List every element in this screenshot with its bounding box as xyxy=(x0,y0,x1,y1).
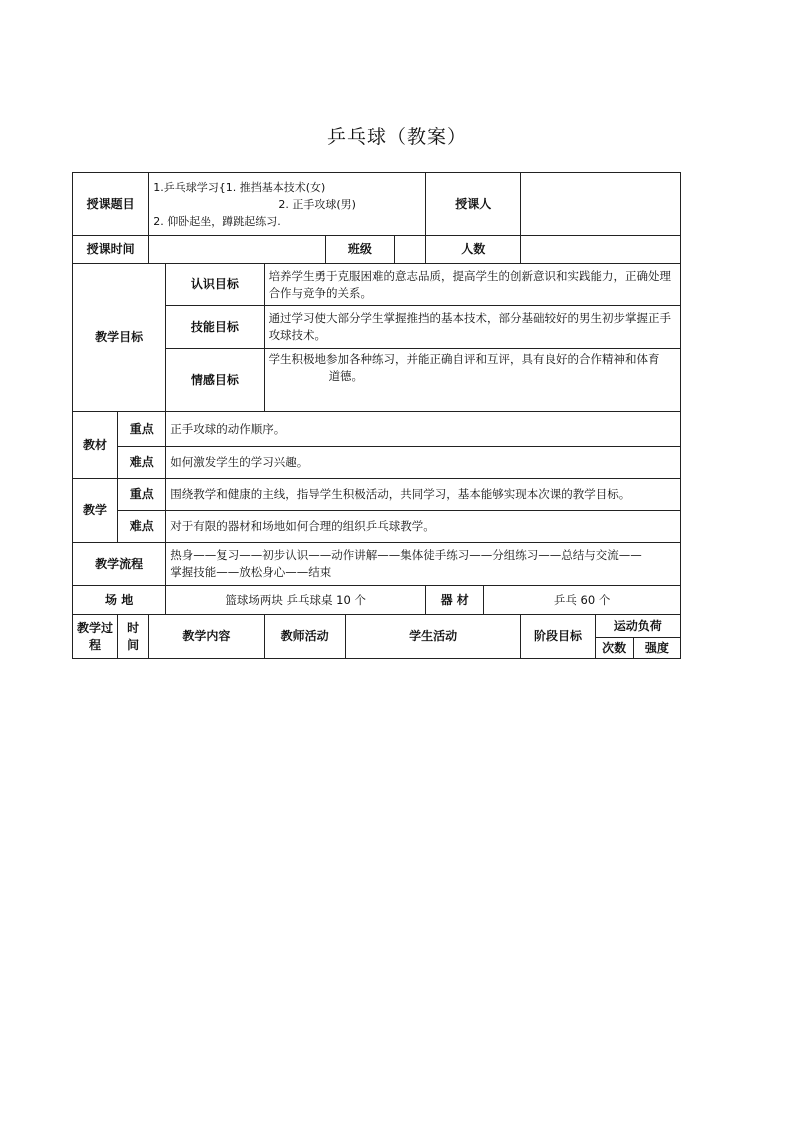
col-load: 运动负荷 xyxy=(595,615,680,638)
col-stage-goal: 阶段目标 xyxy=(521,615,595,659)
topic-line-3: 2. 仰卧起坐，蹲跳起练习. xyxy=(153,214,281,228)
info-row xyxy=(73,236,681,264)
flow-row xyxy=(73,543,681,586)
page-title: 乒乓球（教案） xyxy=(326,126,467,148)
col-time: 时间 xyxy=(118,615,149,659)
flow-line-1: 热身——复习——初步认识——动作讲解——集体徒手练习——分组练习——总结与交流—— xyxy=(170,548,642,562)
teaching-diff-text: 对于有限的器材和场地如何合理的组织乒乓球教学。 xyxy=(166,511,681,543)
venue-row xyxy=(73,586,681,615)
teaching-key-row xyxy=(73,479,681,511)
process-header-row xyxy=(73,615,681,638)
time-value xyxy=(149,236,326,264)
skill-goal-label: 技能目标 xyxy=(166,306,264,349)
time-label: 授课时间 xyxy=(73,236,149,264)
col-content: 教学内容 xyxy=(149,615,264,659)
class-value xyxy=(394,236,425,264)
teaching-diff-row xyxy=(73,511,681,543)
material-label: 教材 xyxy=(73,412,118,479)
flow-label: 教学流程 xyxy=(73,543,166,586)
col-times: 次数 xyxy=(595,638,633,659)
topic-line-2: 2. 正手攻球(男) xyxy=(278,197,356,211)
col-teacher-activity: 教师活动 xyxy=(264,615,345,659)
col-student-activity: 学生活动 xyxy=(345,615,521,659)
teaching-label: 教学 xyxy=(73,479,118,543)
cognitive-goal-label: 认识目标 xyxy=(166,264,264,306)
topic-label: 授课题目 xyxy=(73,173,149,236)
col-intensity: 强度 xyxy=(633,638,680,659)
emotion-goal-text xyxy=(264,349,680,412)
count-label: 人数 xyxy=(426,236,521,264)
flow-line-2: 掌握技能——放松身心——结束 xyxy=(170,565,332,579)
material-key-label: 重点 xyxy=(118,412,166,447)
teacher-label: 授课人 xyxy=(426,173,521,236)
class-label: 班级 xyxy=(325,236,394,264)
equipment-label: 器 材 xyxy=(426,586,484,615)
equipment-value: 乒乓 60 个 xyxy=(484,586,681,615)
material-diff-text: 如何激发学生的学习兴趣。 xyxy=(166,447,681,479)
goals-label: 教学目标 xyxy=(73,264,166,412)
material-diff-row xyxy=(73,447,681,479)
venue-label: 场 地 xyxy=(73,586,166,615)
flow-text xyxy=(166,543,681,586)
emotion-goal-line-2: 道德。 xyxy=(328,369,364,383)
teaching-key-label: 重点 xyxy=(118,479,166,511)
emotion-goal-label: 情感目标 xyxy=(166,349,264,412)
venue-value: 篮球场两块 乒乓球桌 10 个 xyxy=(166,586,426,615)
material-key-text: 正手攻球的动作顺序。 xyxy=(166,412,681,447)
material-key-row xyxy=(73,412,681,447)
col-process: 教学过程 xyxy=(73,615,118,659)
emotion-goal-line-1: 学生积极地参加各种练习，并能正确自评和互评，具有良好的合作精神和体育 xyxy=(268,352,660,366)
count-value xyxy=(521,236,681,264)
topic-line-1: 1.乒乓球学习{1. 推挡基本技术(女) xyxy=(153,180,326,194)
lesson-plan-table xyxy=(72,172,681,659)
teaching-key-text: 围绕教学和健康的主线，指导学生积极活动，共同学习，基本能够实现本次课的教学目标。 xyxy=(166,479,681,511)
teacher-value xyxy=(521,173,681,236)
teaching-diff-label: 难点 xyxy=(118,511,166,543)
topic-value xyxy=(149,173,426,236)
skill-goal-text: 通过学习使大部分学生掌握推挡的基本技术，部分基础较好的男生初步掌握正手攻球技术。 xyxy=(264,306,680,349)
topic-row xyxy=(73,173,681,236)
cognitive-goal-text: 培养学生勇于克服困难的意志品质，提高学生的创新意识和实践能力，正确处理合作与竞争的关系。 xyxy=(264,264,680,306)
goal-cognitive-row xyxy=(73,264,681,306)
material-diff-label: 难点 xyxy=(118,447,166,479)
